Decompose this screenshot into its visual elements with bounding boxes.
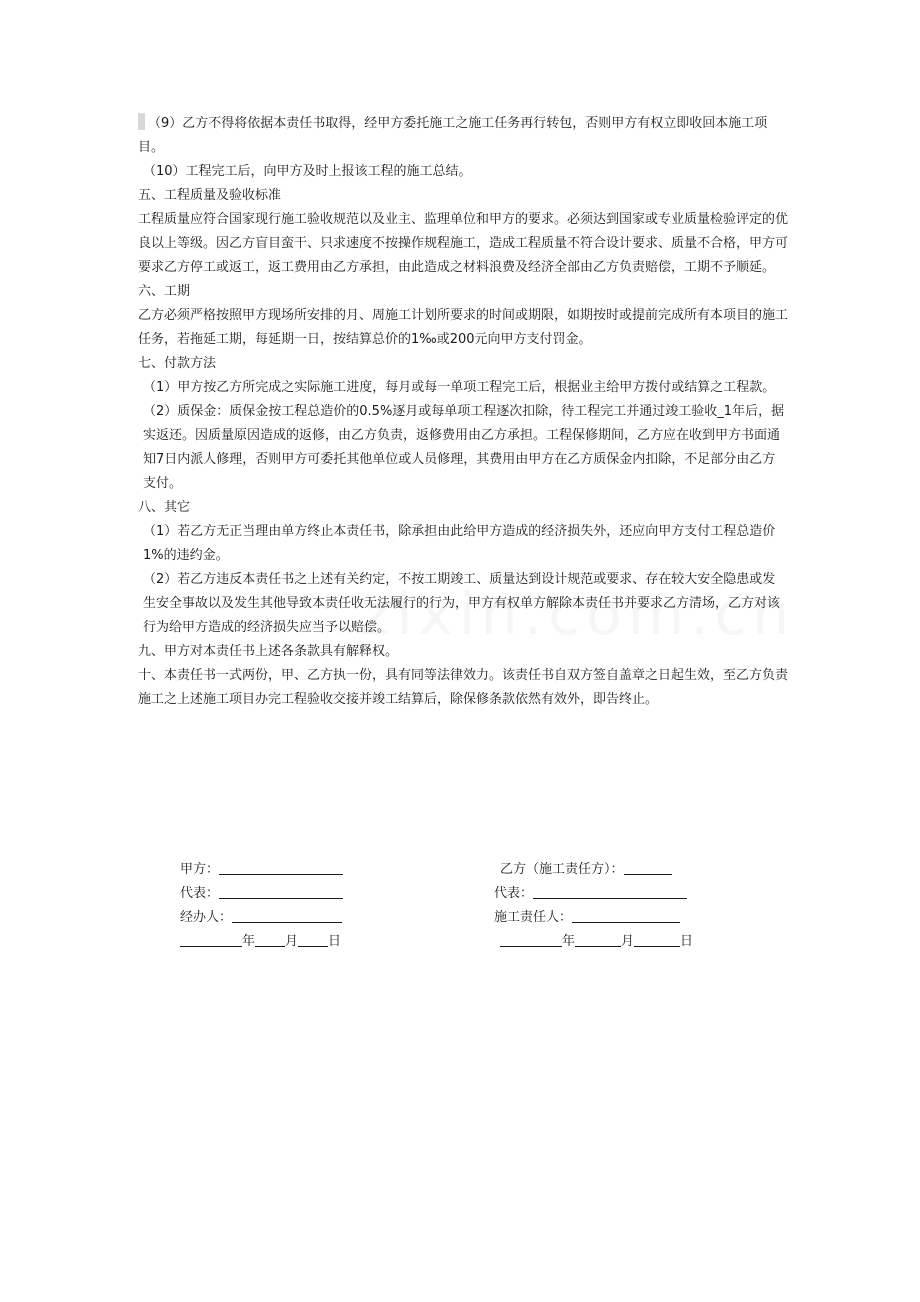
day-label-b: 日 bbox=[680, 934, 694, 949]
party-a-handler-label: 经办人： bbox=[180, 910, 233, 925]
party-a-label: 甲方： bbox=[180, 862, 220, 877]
section-8-item-1: （1）若乙方无正当理由单方终止本责任书，除承担由此给甲方造成的经济损失外，还应向甲方支付工程总造价1%的违约金。 bbox=[143, 524, 776, 563]
section-8-heading: 八、其它 bbox=[138, 500, 191, 515]
party-a-rep-line bbox=[219, 884, 343, 899]
document-body bbox=[138, 112, 788, 712]
section-9: 九、甲方对本责任书上述各条款具有解释权。 bbox=[138, 644, 399, 659]
section-7-heading: 七、付款方法 bbox=[138, 356, 217, 371]
party-b-label: 乙方（施工责任方）： bbox=[500, 862, 624, 877]
margin-marker bbox=[138, 113, 145, 130]
party-a-rep-label: 代表： bbox=[180, 886, 220, 901]
year-line-b bbox=[500, 932, 562, 947]
day-line bbox=[298, 932, 328, 947]
month-line-b bbox=[575, 932, 621, 947]
party-b-rep-label: 代表： bbox=[494, 886, 534, 901]
section-7-item-2: （2）质保金：质保金按工程总造价的0.5%逐月或每单项工程逐次扣除，待工程完工并通过竣工验收_1年后，据实返还。因质量原因造成的返修，由乙方负责，返修费用由乙方承担。工程保修期间，乙方应在收到甲方书面通知7日内派人修理，否则甲方可委托其他单位或人员修理，其费用由甲方在乙方质保金内扣除，不足部分由乙方支付。 bbox=[143, 404, 785, 491]
year-line bbox=[180, 932, 242, 947]
party-a-handler-line bbox=[232, 908, 342, 923]
party-b-rep-line bbox=[533, 884, 687, 899]
section-5-text: 工程质量应符合国家现行施工验收规范以及业主、监理单位和甲方的要求。必须达到国家或专业质量检验评定的优良以上等级。因乙方盲目蛮干、只求速度不按操作规程施工，造成工程质量不符合设计要求、质量不合格，甲方可要求乙方停工或返工，返工费用由乙方承担，由此造成之材料浪费及经济全部由乙方负责赔偿，工期不予顺延。 bbox=[138, 212, 789, 275]
month-line bbox=[255, 932, 285, 947]
month-label-b: 月 bbox=[621, 934, 635, 949]
section-6-heading: 六、工期 bbox=[138, 284, 191, 299]
section-6-text: 乙方必须严格按照甲方现场所安排的月、周施工计划所要求的时间或期限，如期按时或提前完成所有本项目的施工任务，若拖延工期，每延期一日，按结算总价的1‰或200元向甲方支付罚金。 bbox=[138, 308, 789, 347]
clause-10: （10）工程完工后，向甲方及时上报该工程的施工总结。 bbox=[143, 164, 472, 179]
party-a-line bbox=[219, 860, 343, 875]
party-b-handler-label: 施工责任人： bbox=[494, 910, 573, 925]
year-label-b: 年 bbox=[562, 934, 576, 949]
clause-9: （9）乙方不得将依据本责任书取得，经甲方委托施工之施工任务再行转包，否则甲方有权立即收回本施工项目。 bbox=[138, 112, 788, 160]
party-b-handler-line bbox=[572, 908, 680, 923]
section-8-item-2: （2）若乙方违反本责任书之上述有关约定，不按工期竣工、质量达到设计规范或要求、存在较大安全隐患或发生安全事故以及发生其他导致本责任收无法履行的行为，甲方有权单方解除本责任书并要求乙方清场，乙方对该行为给甲方造成的经济损失应当予以赔偿。 bbox=[143, 572, 781, 635]
section-5-heading: 五、工程质量及验收标准 bbox=[138, 188, 282, 203]
section-7-item-1: （1）甲方按乙方所完成之实际施工进度，每月或每一单项工程完工后，根据业主给甲方拨付或结算之工程款。 bbox=[143, 380, 776, 395]
year-label: 年 bbox=[242, 934, 256, 949]
month-label: 月 bbox=[285, 934, 299, 949]
day-line-b bbox=[634, 932, 680, 947]
section-10: 十、本责任书一式两份，甲、乙方执一份，具有同等法律效力。该责任书自双方签自盖章之日起生效，至乙方负责施工之上述施工项目办完工程验收交接并竣工结算后，除保修条款依然有效外，即告终止。 bbox=[138, 668, 789, 707]
party-b-line bbox=[624, 860, 672, 875]
day-label: 日 bbox=[328, 934, 342, 949]
